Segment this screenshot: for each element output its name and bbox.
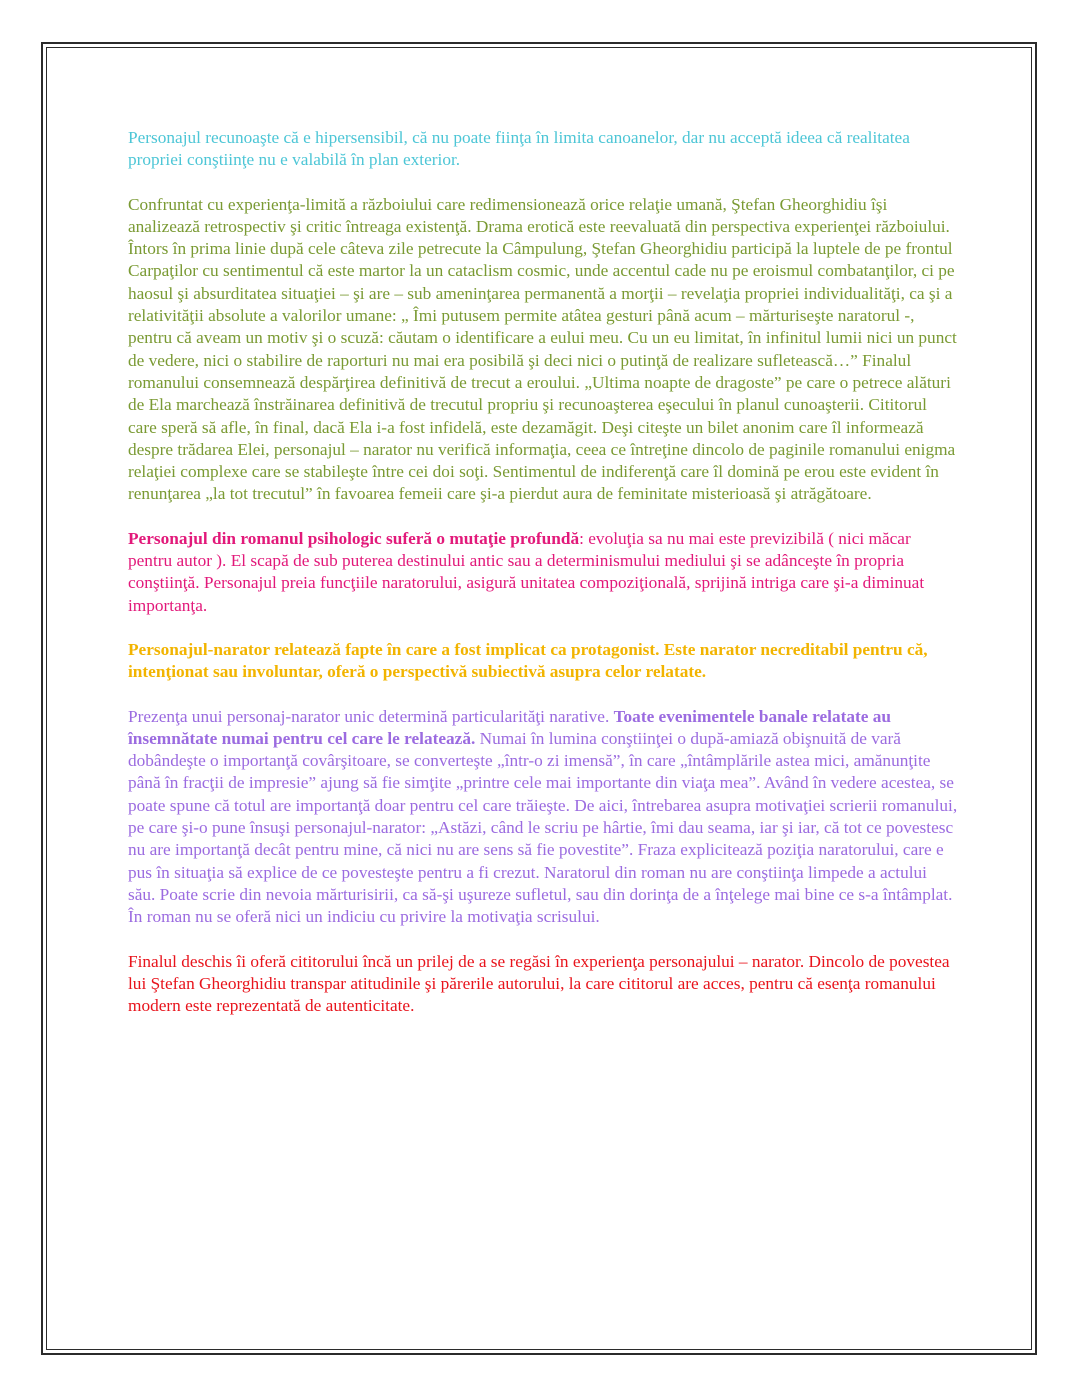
paragraph-narrative-text: Numai în lumina conştiinţei o după-amiază obişnuită de vară dobândeşte o importanţă covârşitoare, se converteşte „într-o zi imensă”, în care „întâmplările astea mici, amănunţite până în fracţii de impresie” ajung să fie simţite „printre cele mai importante din viaţa mea”. Având în vedere acestea, se poate spune că totul are importanţă doar pentru cel care trăieşte. De aici, întrebarea asupra motivaţiei scrierii romanului, pe care şi-o pune însuşi personajul-narator: „Astăzi, când le scriu pe hârtie, îmi dau seama, iar şi iar, că tot ce povestesc nu are importanţă decât pentru mine, că nici nu are sens să fie povestite”. Fraza explicitează poziţia naratorului, care e pus în situaţia să explice de ce povesteşte pentru a fi crezut. Naratorul din roman nu are conştiinţa limpede a actului său. Poate scrie din nevoia mărturisirii, ca să-şi uşureze sufletul, sau din dorinţa de a înţelege mai bine ce s-a întâmplat. În roman nu se oferă nici un indiciu cu privire la motivaţia scrisului. [128,728,958,927]
paragraph-unreliable-narrator: Personajul-narator relatează fapte în care a fost implicat ca protagonist. Este narator necreditabil pentru că, intenţionat sau involuntar, oferă o perspectivă subiectivă asupra celor relatate. [128,639,928,682]
paragraph-hypersensitive: Personajul recunoaşte că e hipersensibil, că nu poate fiinţa în limita canoanelor, dar nu acceptă ideea că realitatea propriei conştiinţe nu e valabilă în plan exterior. [128,128,910,170]
paragraph-psychological-character [128,528,958,617]
paragraph-narrative-intro: Prezenţa unui personaj-narator unic determină particularităţi narative. [128,706,614,726]
paragraph-psychological-character-text: : evoluţia sa nu mai este previzibilă ( nici măcar pentru autor ). El scapă de sub puterea destinului antic sau a determinismului mediului şi se adânceşte în propria conştiinţă. Personajul preia funcţiile naratorului, asigură unitatea compoziţională, sprijină intriga care şi-a diminuat importanţa. [128,528,925,615]
paragraph-war-experience: Confruntat cu experienţa-limită a războiului care redimensionează orice relaţie umană, Ştefan Gheorghidiu îşi analizează retrospectiv şi critic întreaga existenţă. Drama erotică este reevaluată din perspectiva experienţei războiului. Întors în prima linie după cele câteva zile petrecute la Câmpulung, Ştefan Gheorghidiu participă la luptele de pe frontul Carpaţilor cu sentimentul că este martor la un cataclism cosmic, unde accentul cade nu pe eroismul combatanţilor, ci pe haosul şi absurditatea situaţiei – şi are – sub ameninţarea permanentă a morţii – revelaţia propriei individualităţi, ca şi a relativităţii absolute a valorilor umane: „ Îmi putusem permite atâtea gesturi până acum – mărturiseşte naratorul -, pentru că aveam un motiv şi o scuză: căutam o identificare a eului meu. Cu un eu limitat, în infinitul lumii nici un punct de vedere, nici o stabilire de raporturi nu mai era posibilă şi deci nici o putinţă de realizare sufletească…” Finalul romanului consemnează despărţirea definitivă de trecut a eroului. „Ultima noapte de dragoste” pe care o petrece alături de Ela marchează înstrăinarea definitivă de trecutul propriu şi recunoaşterea eşecului în planul cunoaşterii. Cititorul care speră să afle, în final, dacă Ela i-a fost infidelă, este dezamăgit. Deşi citeşte un bilet anonim care îl informează despre trădarea Elei, personajul – narator nu verifică informaţia, ceea ce întreţine dincolo de paginile romanului enigma relaţiei complexe care se stabileşte între cei doi soţi. Sentimentul de indiferenţă care îl domină pe erou este evident în renunţarea „la tot trecutul” în favoarea femeii care şi-a pierdut aura de feminitate misterioasă şi atrăgătoare. [128,194,957,504]
paragraph-narrative-particularities [128,706,958,929]
paragraph-open-ending: Finalul deschis îi oferă cititorului încă un prilej de a se regăsi în experienţa personajului – narator. Dincolo de povestea lui Ştefan Gheorghidiu transpar atitudinile şi părerile autorului, la care cititorul are acces, pentru că esenţa romanului modern este reprezentată de autenticitate. [128,951,950,1016]
document-body [128,127,958,1039]
paragraph-psychological-character-heading: Personajul din romanul psihologic suferă o mutaţie profundă [128,528,580,548]
paragraph-narrative-emphasis: Toate evenimentele banale relatate au însemnătate numai pentru cel care le relatează. [128,706,892,748]
